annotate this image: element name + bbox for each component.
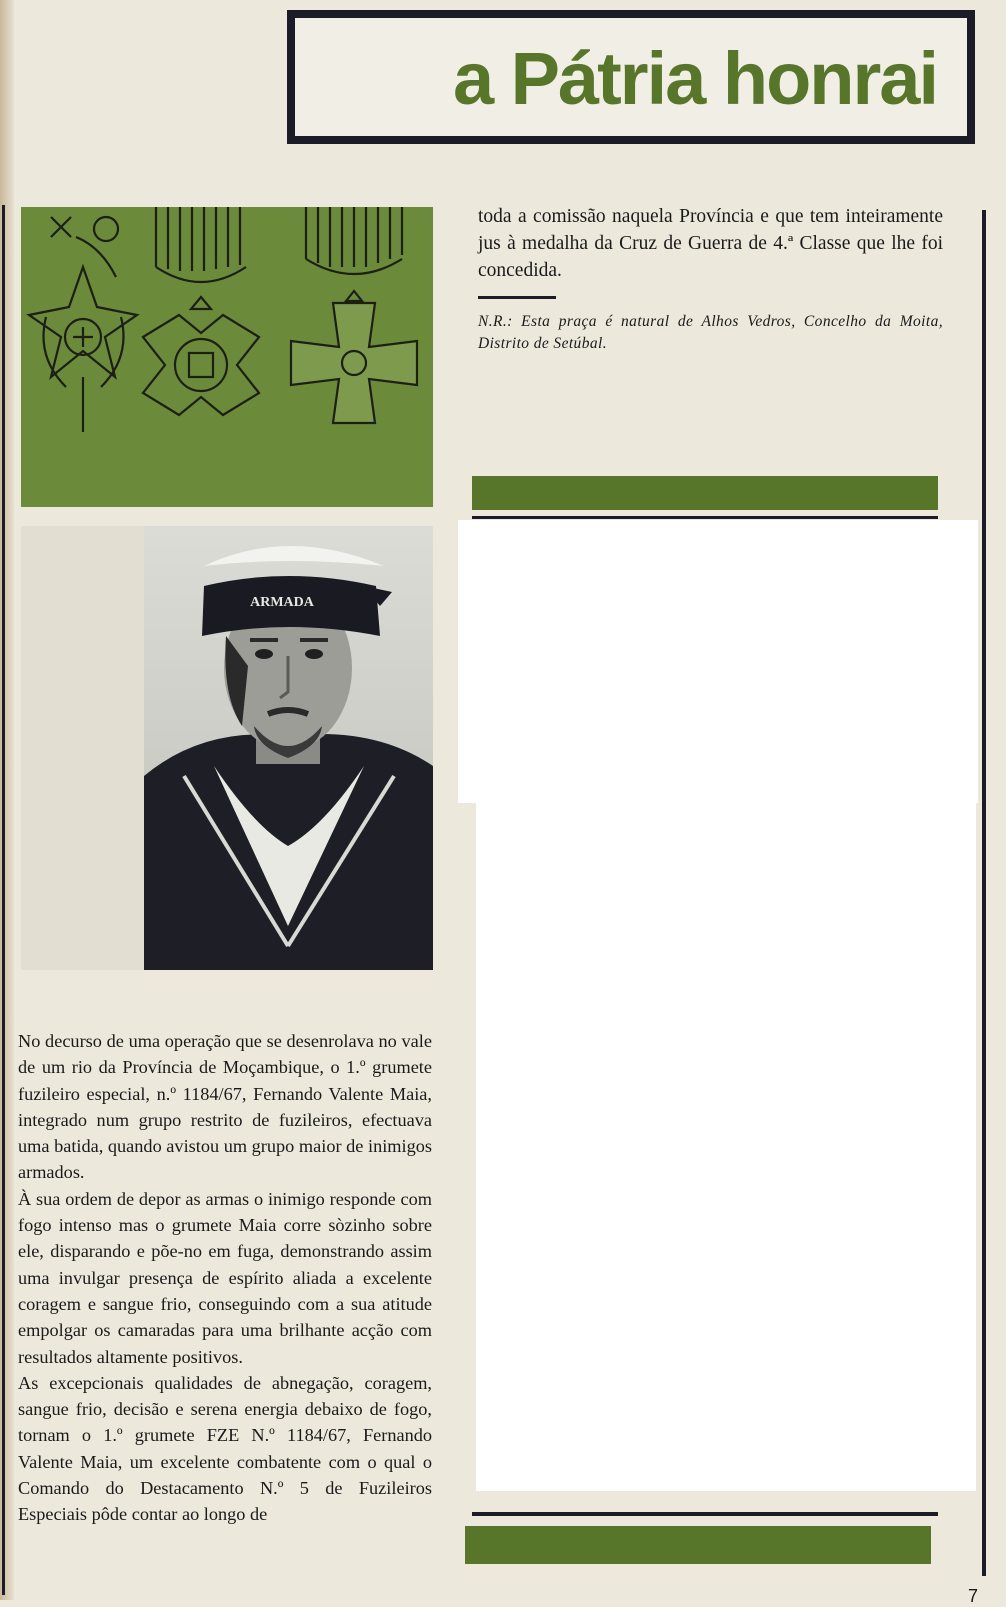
- note-divider: [478, 296, 556, 299]
- blank-panel: [476, 1109, 976, 1491]
- blank-panel: [458, 520, 978, 803]
- medal-star-icon: [29, 217, 137, 432]
- green-band-bottom: [465, 1526, 931, 1564]
- green-band-top: [472, 476, 938, 510]
- article-continuation: toda a comissão naquela Província e que tem inteiramente jus à medalha da Cruz de Guerra de 4.ª Classe que lhe foi concedida.: [478, 206, 943, 281]
- right-column-rule: [982, 210, 986, 1576]
- medals-illustration: [21, 207, 433, 507]
- article-body: [18, 1028, 432, 1528]
- photo-margin: [21, 526, 144, 970]
- article-paragraph: À sua ordem de depor as armas o inimigo responde com fogo intenso mas o grumete Maia corre sòzinho sobre ele, disparando e põe-no em fuga, demonstrando assim uma invulgar presença de espírito aliada a excelente coragem e sangue frio, conseguindo com a sua atitude empolgar os camaradas para uma brilhante acção com resultados altamente positivos.: [18, 1188, 432, 1367]
- sailor-portrait-photo: [144, 526, 433, 970]
- blank-panel: [476, 803, 976, 1109]
- page-title: a Pátria honrai: [452, 37, 937, 120]
- rule-top: [472, 516, 938, 519]
- article-paragraph: No decurso de uma operação que se desenrolava no vale de um rio da Província de Moçambique, o 1.º grumete fuzileiro especial, n.º 1184/67, Fernando Valente Maia, integrado num grupo restrito de fuzileiros, efectuava uma batida, quando avistou um grupo maior de inimigos armados.: [18, 1031, 432, 1183]
- cap-band-label: ARMADA: [250, 595, 314, 610]
- editor-note: N.R.: Esta praça é natural de Alhos Vedros, Concelho da Moita, Distrito de Setúbal.: [478, 313, 943, 352]
- left-column-rule: [2, 205, 5, 1595]
- rule-bottom: [472, 1512, 938, 1516]
- page-number: 7: [968, 1586, 979, 1606]
- medal-war-cross-icon: [291, 207, 417, 423]
- title-box: [287, 10, 975, 144]
- article-paragraph: As excepcionais qualidades de abnegação, coragem, sangue frio, decisão e serena energia debaixo de fogo, tornam o 1.º grumete FZE N.º 1184/67, Fernando Valente Maia, um excelente combatente com o qual o Comando do Destacamento N.º 5 de Fuzileiros Especiais pôde contar ao longo de: [18, 1372, 432, 1525]
- medal-cross-ribbon-icon: [143, 207, 259, 415]
